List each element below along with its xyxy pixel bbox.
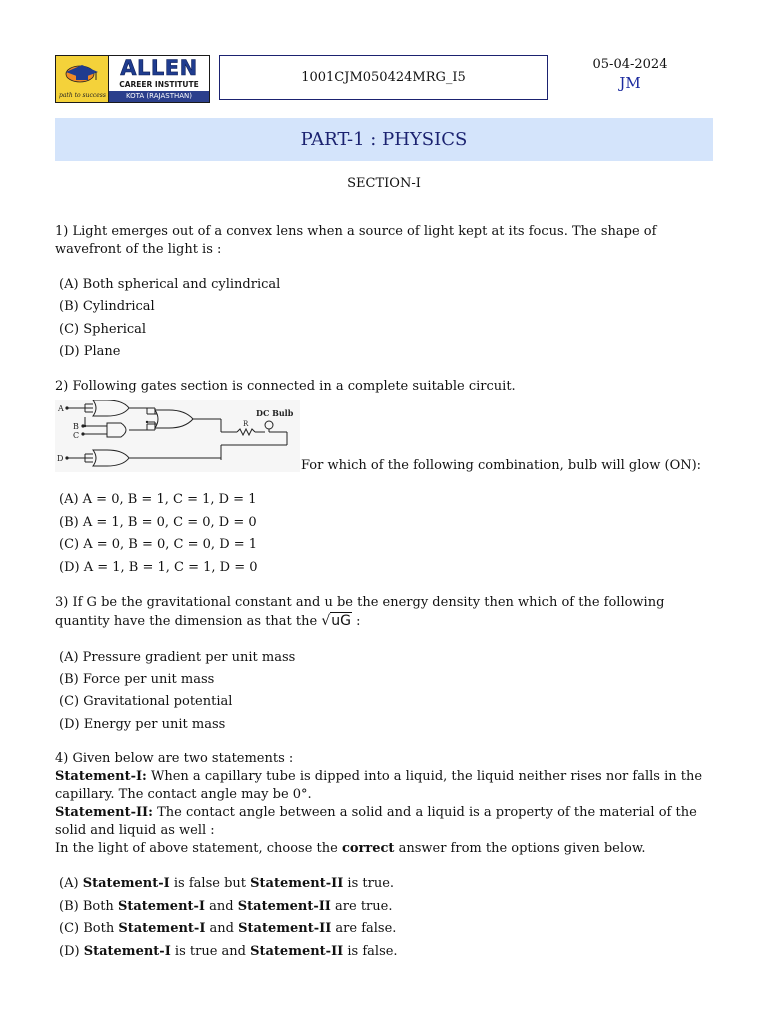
statement-2: [55, 804, 715, 840]
q1-option-a[interactable]: (A) Both spherical and cylindrical: [59, 277, 281, 292]
batch-label: JM: [619, 74, 641, 92]
logo-name: ALLEN: [120, 56, 198, 80]
exam-date: 05-04-2024: [592, 57, 668, 72]
statement-1: [55, 768, 715, 804]
q4-option-b[interactable]: (B) Both Statement-I and Statement-II are true.: [59, 899, 393, 914]
statement-2-label: Statement-II:: [55, 805, 153, 820]
q2-option-c[interactable]: (C) A = 0, B = 0, C = 0, D = 1: [59, 537, 258, 552]
logo-emblem: [56, 56, 109, 102]
question-4-text: [55, 750, 715, 858]
sqrt-radicand: uG: [331, 613, 351, 629]
sqrt-symbol: √: [321, 613, 331, 629]
part-title: PART-1 : PHYSICS: [300, 129, 468, 150]
q3-option-d[interactable]: (D) Energy per unit mass: [59, 717, 226, 732]
q1-option-b[interactable]: (B) Cylindrical: [59, 299, 155, 314]
allen-logo: [55, 55, 210, 103]
input-a-label: A: [58, 404, 64, 413]
q1-option-c[interactable]: (C) Spherical: [59, 322, 147, 337]
q2-option-d[interactable]: (D) A = 1, B = 1, C = 1, D = 0: [59, 560, 258, 575]
sqrt-expression: [321, 612, 352, 629]
part-title-bar: [55, 118, 713, 161]
q3-option-a[interactable]: (A) Pressure gradient per unit mass: [59, 650, 296, 665]
q1-option-d[interactable]: (D) Plane: [59, 344, 121, 359]
statement-1-label: Statement-I:: [55, 769, 147, 784]
statement-2-text: The contact angle between a solid and a liquid is a property of the material of the solid and liquid as well :: [55, 805, 697, 838]
logic-gate-circuit-diagram: [55, 400, 300, 472]
statement-1-text: When a capillary tube is dipped into a liquid, the liquid neither rises nor falls in the capillary. The contact angle may be 0°.: [55, 769, 703, 802]
question-2-followup: For which of the following combination, bulb will glow (ON):: [301, 458, 702, 473]
input-b-label: B: [73, 422, 79, 431]
paper-code: 1001CJM050424MRG_I5: [301, 70, 466, 85]
q4-option-c[interactable]: (C) Both Statement-I and Statement-II are false.: [59, 921, 397, 936]
paper-code-box: [219, 55, 548, 100]
logo-city: KOTA (RAJASTHAN): [109, 91, 209, 102]
resistor-label: R: [243, 420, 249, 428]
q4-option-a[interactable]: (A) Statement-I is false but Statement-II is true.: [59, 876, 395, 891]
q2-option-b[interactable]: (B) A = 1, B = 0, C = 0, D = 0: [59, 515, 257, 530]
q4-option-d[interactable]: (D) Statement-I is true and Statement-II is false.: [59, 944, 398, 959]
question-1-text: 1) Light emerges out of a convex lens when a source of light kept at its focus. The shape of wavefront of the light is :: [55, 224, 657, 257]
input-d-label: D: [57, 454, 64, 463]
q3-option-c[interactable]: (C) Gravitational potential: [59, 694, 233, 709]
section-heading: SECTION-I: [347, 176, 421, 191]
question-3-text: [55, 594, 715, 631]
question-2-text: 2) Following gates section is connected in a complete suitable circuit.: [55, 379, 516, 394]
logo-tagline: path to success: [59, 92, 106, 99]
q4-intro: 4) Given below are two statements :: [55, 751, 294, 766]
input-c-label: C: [73, 431, 80, 440]
logo-institute: CAREER INSTITUTE: [119, 80, 199, 89]
q4-instruction: In the light of above statement, choose the correct answer from the options given below.: [55, 841, 646, 856]
dc-bulb-label: DC Bulb: [256, 408, 294, 418]
q2-option-a[interactable]: (A) A = 0, B = 1, C = 1, D = 1: [59, 492, 257, 507]
q3-option-b[interactable]: (B) Force per unit mass: [59, 672, 215, 687]
q3-text-a: 3) If G be the gravitational constant and u be the energy density then which of the following quantity have the dimension as that the: [55, 595, 665, 629]
q3-text-b: :: [356, 614, 361, 629]
